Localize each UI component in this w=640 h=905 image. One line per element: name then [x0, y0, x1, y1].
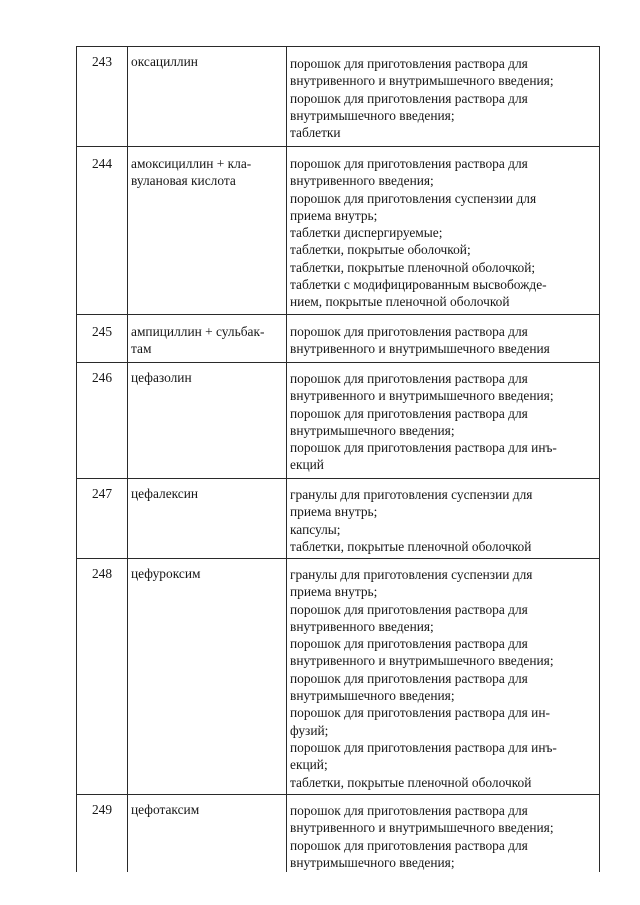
- column-divider-name: [286, 46, 287, 872]
- drug-name-line: цефазолин: [131, 370, 192, 385]
- dosage-form-line: екций: [290, 457, 324, 473]
- drug-name: [131, 323, 264, 358]
- dosage-form-line: порошок для приготовления раствора для: [290, 601, 528, 617]
- dosage-form-line: таблетки с модифицированным высвобожде-: [290, 277, 547, 293]
- dosage-form-line: таблетки: [290, 125, 341, 141]
- dosage-form-line: внутривенного и внутримышечного введения: [290, 341, 550, 357]
- dosage-form-line: порошок для приготовления раствора для инъ-: [290, 440, 557, 456]
- drug-name: [131, 53, 198, 70]
- drug-name-line: вулановая кислота: [131, 173, 236, 189]
- drug-name-line: там: [131, 341, 152, 357]
- dosage-form-line: порошок для приготовления раствора для: [290, 405, 528, 421]
- drug-name: [131, 801, 199, 818]
- row-number: 245: [91, 324, 113, 339]
- dosage-form-line: порошок для приготовления раствора для ин-: [290, 705, 550, 721]
- dosage-form-line: внутримышечного введения;: [290, 107, 455, 123]
- dosage-form-line: приема внутрь;: [290, 207, 378, 223]
- dosage-form-line: порошок для приготовления раствора для: [290, 803, 528, 818]
- dosage-form-line: внутримышечного введения;: [290, 854, 455, 870]
- dosage-form-line: таблетки, покрытые оболочкой;: [290, 242, 471, 258]
- dosage-form-line: внутривенного и внутримышечного введения;: [290, 820, 554, 836]
- dosage-form-line: таблетки, покрытые пленочной оболочкой: [290, 538, 532, 554]
- dosage-form-line: порошок для приготовления суспензии для: [290, 190, 537, 206]
- row-number: 244: [91, 156, 113, 171]
- row-number: 248: [91, 566, 113, 581]
- dosage-form-line: порошок для приготовления раствора для: [290, 156, 528, 171]
- row-number: 249: [91, 802, 113, 817]
- dosage-form-line: внутривенного и внутримышечного введения;: [290, 73, 554, 89]
- drug-name: [131, 485, 198, 502]
- drug-name: [131, 565, 200, 582]
- drug-name: [131, 369, 192, 386]
- dosage-form-line: порошок для приготовления раствора для: [290, 670, 528, 686]
- dosage-form-line: внутривенного и внутримышечного введения;: [290, 653, 554, 669]
- dosage-form-line: екций;: [290, 757, 328, 773]
- table-border-top: [76, 46, 600, 47]
- dosage-forms: [290, 370, 557, 474]
- drug-name: [131, 155, 251, 190]
- dosage-form-line: порошок для приготовления раствора для: [290, 90, 528, 106]
- dosage-form-line: гранулы для приготовления суспензии для: [290, 487, 533, 502]
- dosage-form-line: внутримышечного введения;: [290, 688, 455, 704]
- drug-name-line: цефотаксим: [131, 802, 200, 817]
- dosage-form-line: капсулы;: [290, 521, 341, 537]
- row-number: 243: [91, 54, 113, 69]
- row-number: 246: [91, 370, 113, 385]
- drug-name-line: оксациллин: [131, 54, 198, 69]
- dosage-form-line: порошок для приготовления раствора для: [290, 56, 528, 71]
- dosage-form-line: гранулы для приготовления суспензии для: [290, 567, 533, 582]
- row-number: 247: [91, 486, 113, 501]
- dosage-form-line: внутривенного введения;: [290, 173, 434, 189]
- dosage-form-line: порошок для приготовления раствора для инъ-: [290, 739, 557, 755]
- dosage-form-line: порошок для приготовления раствора для: [290, 371, 528, 386]
- dosage-form-line: таблетки, покрытые пленочной оболочкой;: [290, 259, 536, 275]
- dosage-form-line: приема внутрь;: [290, 504, 378, 520]
- dosage-forms: [290, 323, 550, 358]
- row-divider: [76, 362, 600, 363]
- dosage-form-line: внутримышечного введения;: [290, 422, 455, 438]
- dosage-form-line: нием, покрытые пленочной оболочкой: [290, 294, 510, 310]
- row-divider: [76, 794, 600, 795]
- dosage-form-line: приема внутрь;: [290, 584, 378, 600]
- table-border-right: [599, 46, 600, 872]
- row-divider: [76, 478, 600, 479]
- drug-name-line: амоксициллин + кла-: [131, 156, 252, 171]
- dosage-forms: [290, 486, 532, 555]
- dosage-form-line: таблетки диспергируемые;: [290, 225, 443, 241]
- row-divider: [76, 314, 600, 315]
- drug-name-line: ампициллин + сульбак-: [131, 324, 265, 339]
- dosage-form-line: внутривенного и внутримышечного введения;: [290, 388, 554, 404]
- column-divider-number: [127, 46, 128, 872]
- row-divider: [76, 146, 600, 147]
- drug-name-line: цефуроксим: [131, 566, 201, 581]
- dosage-form-line: фузий;: [290, 722, 329, 738]
- row-divider: [76, 558, 600, 559]
- dosage-form-line: порошок для приготовления раствора для: [290, 636, 528, 652]
- dosage-forms: [290, 566, 557, 791]
- dosage-forms: [290, 802, 554, 871]
- drug-name-line: цефалексин: [131, 486, 199, 501]
- dosage-form-line: порошок для приготовления раствора для: [290, 324, 528, 339]
- dosage-forms: [290, 155, 547, 311]
- dosage-form-line: порошок для приготовления раствора для: [290, 837, 528, 853]
- dosage-form-line: таблетки, покрытые пленочной оболочкой: [290, 774, 532, 790]
- dosage-forms: [290, 55, 554, 141]
- dosage-form-line: внутривенного введения;: [290, 618, 434, 634]
- table-border-left: [76, 46, 77, 872]
